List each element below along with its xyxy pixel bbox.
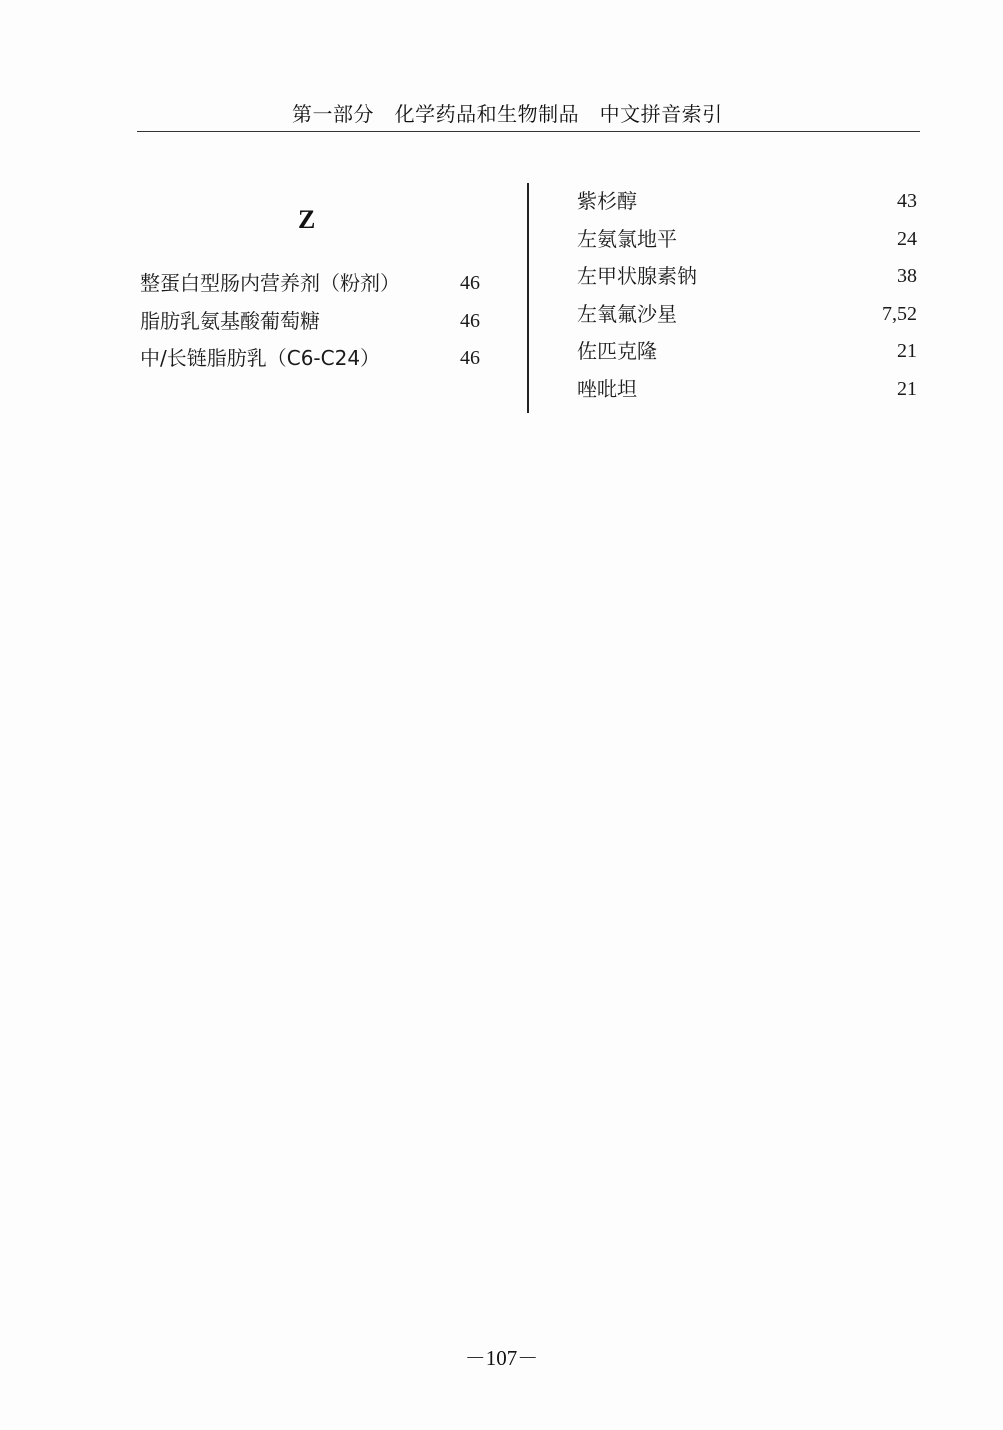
entry-name: 左氧氟沙星 bbox=[577, 302, 677, 326]
column-divider bbox=[527, 183, 529, 413]
entry-page: 46 bbox=[460, 310, 480, 332]
entry-name: 中/长链脂肪乳（C6-C24） bbox=[140, 346, 381, 370]
entry-name: 唑吡坦 bbox=[577, 377, 637, 401]
index-entry bbox=[577, 261, 917, 291]
index-entry bbox=[140, 343, 480, 373]
entry-page: 24 bbox=[897, 228, 917, 250]
index-entry bbox=[577, 299, 917, 329]
entry-name: 紫杉醇 bbox=[577, 189, 637, 213]
entry-name: 左甲状腺素钠 bbox=[577, 264, 697, 288]
index-entry bbox=[577, 336, 917, 366]
entry-name: 佐匹克隆 bbox=[577, 339, 657, 363]
index-entry bbox=[577, 186, 917, 216]
header-title: 第一部分 化学药品和生物制品 中文拼音索引 bbox=[292, 102, 723, 126]
entry-page: 38 bbox=[897, 265, 917, 287]
entry-page: 21 bbox=[897, 340, 917, 362]
entry-page: 46 bbox=[460, 272, 480, 294]
index-entry bbox=[577, 224, 917, 254]
page-number: －107－ bbox=[464, 1346, 539, 1370]
entry-page: 43 bbox=[897, 190, 917, 212]
index-entry bbox=[577, 374, 917, 404]
index-entry bbox=[140, 268, 480, 298]
index-entry bbox=[140, 306, 480, 336]
entry-name: 脂肪乳氨基酸葡萄糖 bbox=[140, 309, 320, 333]
section-letter: Z bbox=[298, 205, 316, 234]
entry-page: 46 bbox=[460, 347, 480, 369]
entry-page: 7,52 bbox=[882, 303, 917, 325]
entry-name: 左氨氯地平 bbox=[577, 227, 677, 251]
page-header bbox=[137, 96, 920, 132]
entry-page: 21 bbox=[897, 378, 917, 400]
entry-name: 整蛋白型肠内营养剂（粉剂） bbox=[140, 271, 400, 295]
